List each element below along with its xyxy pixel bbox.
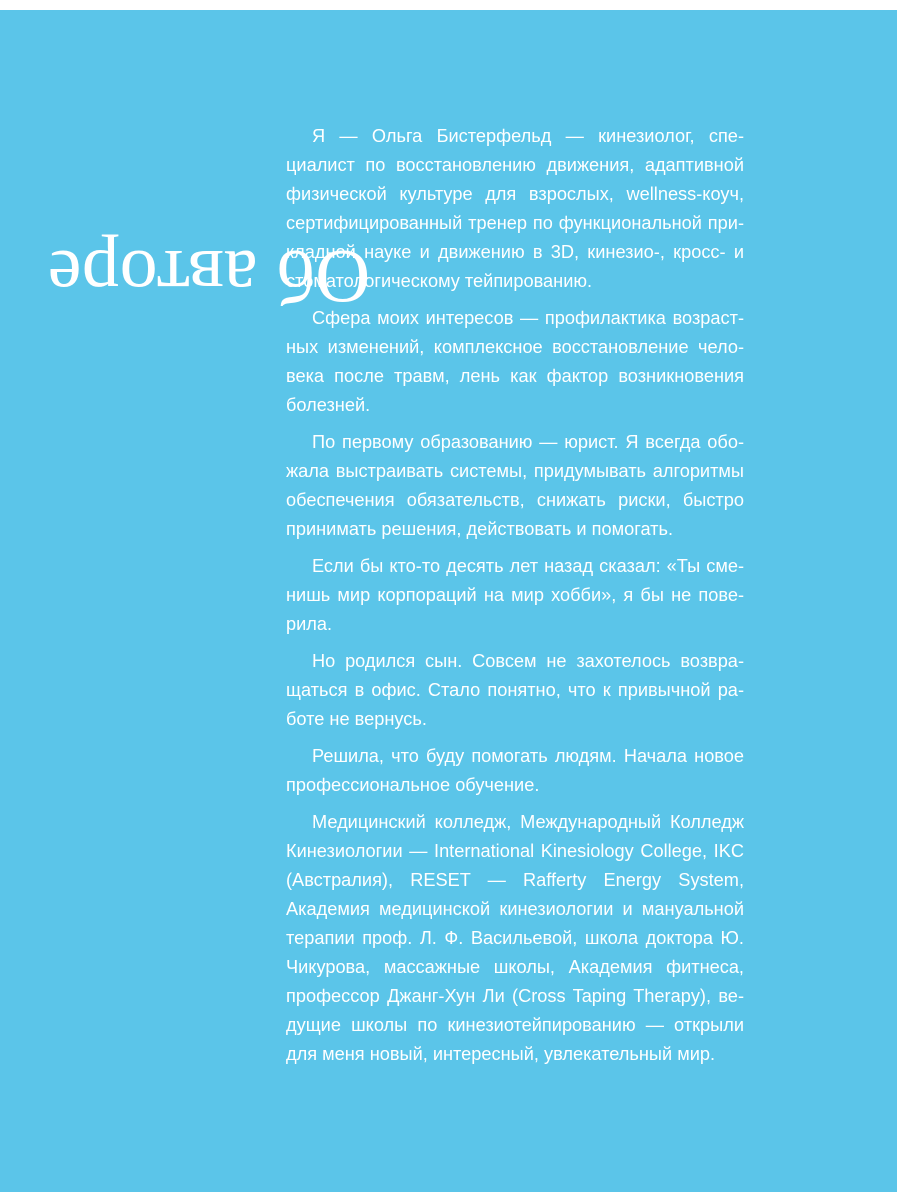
paragraph-decision: Решила, что буду помогать людям. Начала новое профессиональное обучение. xyxy=(286,746,744,795)
paragraph-quote: Если бы кто-то десять лет назад сказал: «Ты сменишь мир корпораций на мир хобби», я бы не поверила. xyxy=(286,556,744,634)
paragraph-interests: Сфера моих интересов — профилактика возрастных изменений, комплексное восстановление человека после травм, лень как фактор возникновения болезней. xyxy=(286,308,744,415)
paragraph-son: Но родился сын. Совсем не захотелось возвращаться в офис. Стало понятно, что к привычной работе не вернусь. xyxy=(286,651,744,729)
body-text xyxy=(286,122,744,1077)
paragraph-education: По первому образованию — юрист. Я всегда обожала выстраивать системы, придумывать алгоритмы обеспечения обязательств, снижать риски, быстро принимать решения, действовать и помогать. xyxy=(286,432,744,539)
book-page xyxy=(0,10,897,1192)
paragraph-schools: Медицинский колледж, Международный Колледж Кинезиологии — International Kinesiology College, IKC (Австралия), RESET — Rafferty Energy System, Академия медицинской кинезиологии и мануальной терапии проф. Л. Ф. Васильевой, школа доктора Ю. Чикурова, массажные школы, Академия фитнеса, профессор Джанг-Хун Ли (Cross Taping Therapy), ведущие школы по кинезиотейпированию — открыли для меня новый, интересный, увлекательный мир. xyxy=(286,812,744,1064)
paragraph-intro: Я — Ольга Бистерфельд — кинезиолог, специалист по восстановлению движения, адаптивной физической культуре для взрослых, wellness-коуч, сертифицированный тренер по функциональной прикладной науке и движению в 3D, кинезио-, кросс- и стоматологическому тейпированию. xyxy=(286,126,744,291)
section-title-text: Об авторе xyxy=(47,234,371,318)
